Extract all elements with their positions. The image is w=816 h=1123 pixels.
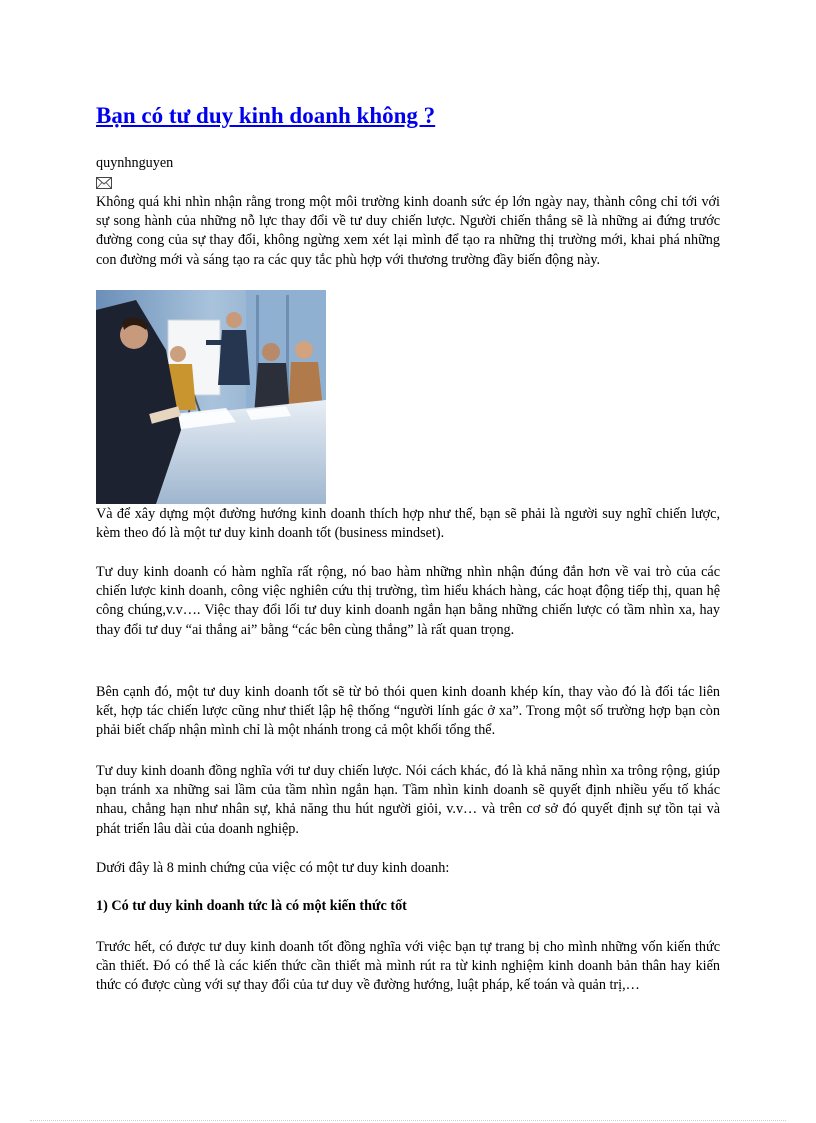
- envelope-icon[interactable]: [96, 177, 112, 189]
- business-meeting-photo: [96, 290, 326, 504]
- article-title-link[interactable]: Bạn có tư duy kinh doanh không ?: [96, 103, 436, 128]
- paragraph-7: Trước hết, có được tư duy kinh doanh tốt đồng nghĩa với việc bạn tự trang bị cho mình những vốn kiến thức cần thiết. Đó có thể là các kiến thức cần thiết mà mình rút ra từ kinh nghiệm kinh doanh bản thân hay kiến thức có được cùng với sự thay đổi của tư duy về đường hướng, luật pháp, kế toán và quản trị,…: [96, 939, 720, 994]
- paragraph-3: Tư duy kinh doanh có hàm nghĩa rất rộng, nó bao hàm những nhìn nhận đúng đắn hơn về vai trò của các chiến lược kinh doanh, công việc nghiên cứu thị trường, tìm hiểu khách hàng, các hoạt động tiếp thị, quan hệ công chúng,v.v…. Việc thay đổi lối tư duy kinh doanh ngắn hạn bằng những chiến lược có tầm nhìn xa, hay thay đổi tư duy “ai thắng ai” bằng “các bên cùng thắng” là rất quan trọng.: [96, 564, 720, 638]
- intro-paragraph: Không quá khi nhìn nhận rằng trong một môi trường kinh doanh sức ép lớn ngày nay, thành công chỉ tới với sự song hành của những nỗ lực thay đổi về tư duy chiến lược. Người chiến thắng sẽ là những ai đứng trước đường cong của sự thay đổi, không ngừng xem xét lại mình để tạo ra những thị trường mới, khai phá những con đường mới và sáng tạo ra các quy tắc phù hợp với thương trường đầy biến động này.: [96, 194, 720, 268]
- paragraph-6: Dưới đây là 8 minh chứng của việc có một tư duy kinh doanh:: [96, 860, 450, 876]
- page-bottom-border: [30, 1120, 786, 1121]
- paragraph-5: Tư duy kinh doanh đồng nghĩa với tư duy chiến lược. Nói cách khác, đó là khả năng nhìn xa trông rộng, giúp bạn tránh xa những sai lầm của tầm nhìn ngắn hạn. Tầm nhìn kinh doanh sẽ quyết định nhiều yếu tố khác nhau, chẳng hạn như nhân sự, khả năng thu hút người giỏi, v.v… và trên cơ sở đó quyết định sự tồn tại và phát triển lâu dài của doanh nghiệp.: [96, 763, 720, 837]
- author-name: quynhnguyen: [96, 155, 174, 171]
- section-heading-1: 1) Có tư duy kinh doanh tức là có một kiến thức tốt: [96, 898, 407, 914]
- paragraph-2: Và để xây dựng một đường hướng kinh doanh thích hợp như thế, bạn sẽ phải là người suy nghĩ chiến lược, kèm theo đó là một tư duy kinh doanh tốt (business mindset).: [96, 506, 720, 542]
- paragraph-4: Bên cạnh đó, một tư duy kinh doanh tốt sẽ từ bỏ thói quen kinh doanh khép kín, thay vào đó là đối tác liên kết, hợp tác chiến lược cũng như thiết lập hệ thống “người lính gác ở xa”. Trong một số trường hợp bạn còn phải biết chấp nhận mình chỉ là một nhánh trong cả một khối tổng thể.: [96, 684, 720, 739]
